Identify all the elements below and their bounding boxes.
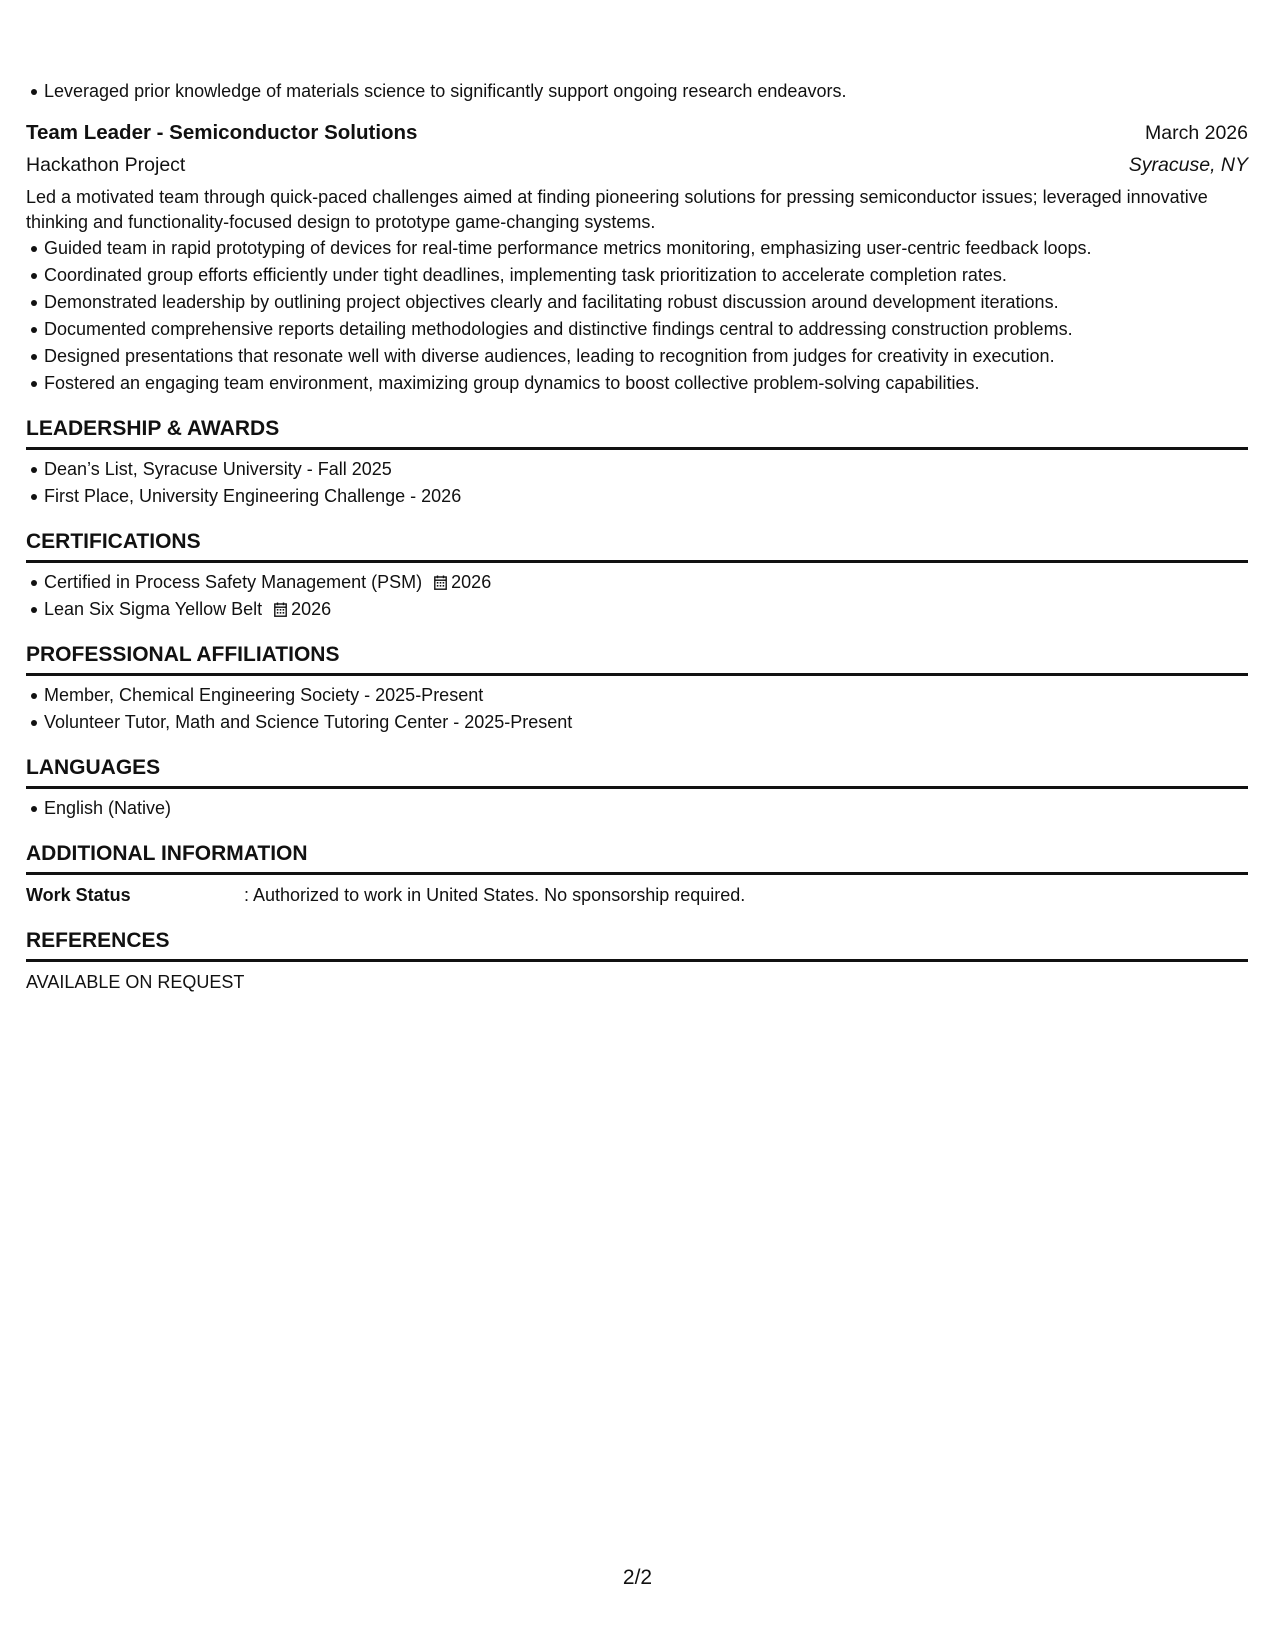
bullet-item: Volunteer Tutor, Math and Science Tutoring Center - 2025-Present [44, 709, 1248, 736]
job-entry [26, 117, 1248, 397]
section-heading-additional: ADDITIONAL INFORMATION [26, 840, 1248, 875]
job-date: March 2026 [1145, 122, 1248, 144]
job-subheader [26, 149, 1248, 181]
bullet-item: Dean’s List, Syracuse University - Fall 2025 [44, 456, 1248, 483]
work-status-row [26, 881, 1248, 909]
previous-job-bullets [26, 78, 1248, 105]
certification-year: 2026 [451, 572, 492, 592]
bullet-item: Guided team in rapid prototyping of devices for real-time performance metrics monitoring, emphasizing user-centric feedback loops. [44, 235, 1248, 262]
job-summary: Led a motivated team through quick-paced challenges aimed at finding pioneering solutions for pressing semiconductor issues; leveraged innovative thinking and functionality-focused design to prototype game-changing systems. [26, 187, 1208, 232]
calendar-icon [274, 602, 287, 617]
bullet-item: Coordinated group efforts efficiently under tight deadlines, implementing task prioritization to accelerate completion rates. [44, 262, 1248, 289]
certification-item [44, 569, 1248, 596]
bullet-item: Designed presentations that resonate well with diverse audiences, leading to recognition from judges for creativity in execution. [44, 343, 1248, 370]
bullet-item: English (Native) [44, 795, 1248, 822]
affiliations-list [26, 682, 1248, 736]
bullet-item: Fostered an engaging team environment, maximizing group dynamics to boost collective problem-solving capabilities. [44, 370, 1248, 397]
bullet-item: Leveraged prior knowledge of materials science to significantly support ongoing research endeavors. [44, 78, 1248, 105]
bullet-item: Member, Chemical Engineering Society - 2025-Present [44, 682, 1248, 709]
certification-name: Certified in Process Safety Management (PSM) [44, 572, 423, 592]
job-organization: Hackathon Project [26, 154, 186, 176]
certification-item [44, 596, 1248, 623]
job-bullets [26, 235, 1248, 397]
bullet-item: Documented comprehensive reports detailing methodologies and distinctive findings central to addressing construction problems. [44, 316, 1248, 343]
leadership-list [26, 456, 1248, 510]
calendar-icon [434, 575, 447, 590]
job-location: Syracuse, NY [1128, 154, 1248, 176]
languages-list [26, 795, 1248, 822]
resume-page [26, 78, 1248, 996]
references-text: AVAILABLE ON REQUEST [26, 972, 245, 992]
section-heading-references: REFERENCES [26, 927, 1248, 962]
section-heading-languages: LANGUAGES [26, 754, 1248, 789]
section-heading-certifications: CERTIFICATIONS [26, 528, 1248, 563]
work-status-value: : Authorized to work in United States. No sponsorship required. [244, 885, 746, 905]
section-heading-leadership: LEADERSHIP & AWARDS [26, 415, 1248, 450]
certification-year: 2026 [291, 599, 332, 619]
certification-name: Lean Six Sigma Yellow Belt [44, 599, 263, 619]
work-status-label: Work Status [26, 885, 131, 905]
bullet-item: Demonstrated leadership by outlining project objectives clearly and facilitating robust discussion around development iterations. [44, 289, 1248, 316]
bullet-item: First Place, University Engineering Challenge - 2026 [44, 483, 1248, 510]
job-title: Team Leader - Semiconductor Solutions [26, 121, 418, 144]
certifications-list [26, 569, 1248, 623]
page-number: 2/2 [622, 1566, 653, 1589]
section-heading-affiliations: PROFESSIONAL AFFILIATIONS [26, 641, 1248, 676]
job-header [26, 117, 1248, 149]
